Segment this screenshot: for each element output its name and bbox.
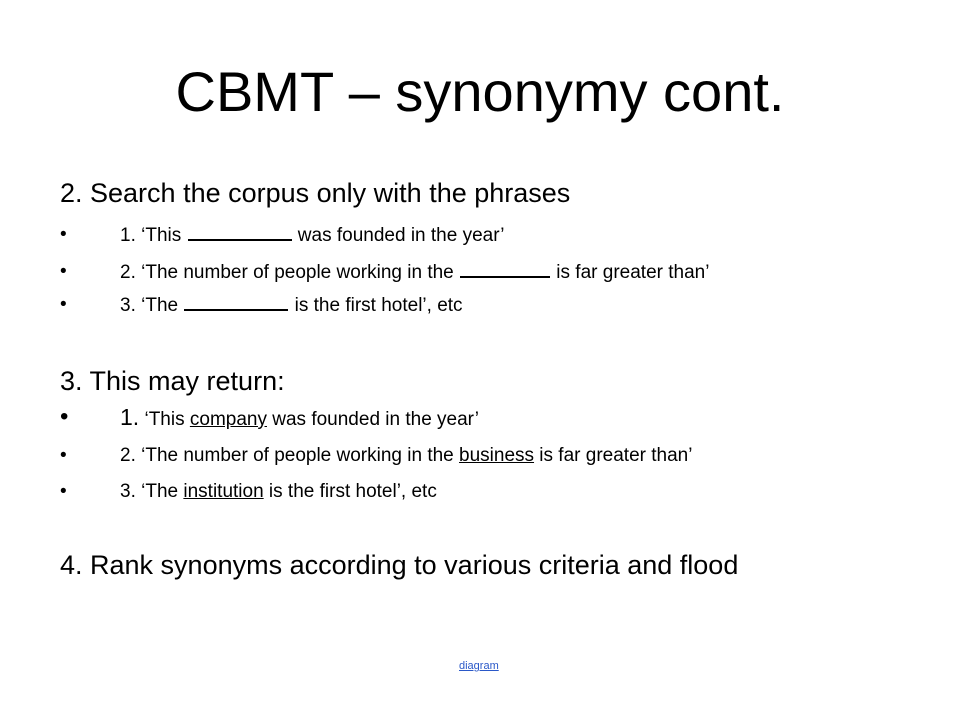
section-4-heading: 4. Rank synonyms according to various criteria and flood bbox=[60, 550, 739, 580]
item-text-post: was founded in the year’ bbox=[266, 409, 479, 430]
section-2-heading: 2. Search the corpus only with the phrases bbox=[60, 178, 571, 208]
slide-title: CBMT – synonymy cont. bbox=[175, 60, 785, 123]
item-text-pre: ‘This bbox=[139, 409, 190, 430]
item-text-pre: 1. ‘This bbox=[120, 225, 187, 246]
item-text-pre: 2. ‘The number of people working in the bbox=[120, 262, 460, 283]
blank-line bbox=[184, 292, 288, 311]
item-number: 1. bbox=[120, 404, 140, 430]
bullet: • bbox=[60, 224, 67, 245]
item-text-pre: 3. ‘The bbox=[120, 295, 184, 316]
synonym-word: business bbox=[459, 445, 535, 466]
diagram-link[interactable]: diagram bbox=[459, 660, 499, 672]
bullet: • bbox=[60, 445, 67, 466]
synonym-word: company bbox=[189, 409, 267, 430]
bullet: • bbox=[60, 481, 67, 502]
blank-line bbox=[460, 259, 550, 278]
bullet: • bbox=[60, 403, 69, 430]
item-text-post: was founded in the year’ bbox=[292, 225, 505, 246]
synonym-word: institution bbox=[183, 481, 264, 502]
item-text-pre: 2. ‘The number of people working in the bbox=[120, 445, 460, 466]
bullet: • bbox=[60, 294, 67, 315]
item-text-pre: 3. ‘The bbox=[120, 481, 184, 502]
item-text-post: is the first hotel’, etc bbox=[289, 295, 463, 316]
blank-line bbox=[188, 222, 292, 241]
item-text-post: is the first hotel’, etc bbox=[263, 481, 437, 502]
item-text-post: is far greater than’ bbox=[534, 445, 693, 466]
section-3-heading: 3. This may return: bbox=[60, 366, 285, 396]
bullet: • bbox=[60, 261, 67, 282]
item-text-post: is far greater than’ bbox=[551, 262, 710, 283]
